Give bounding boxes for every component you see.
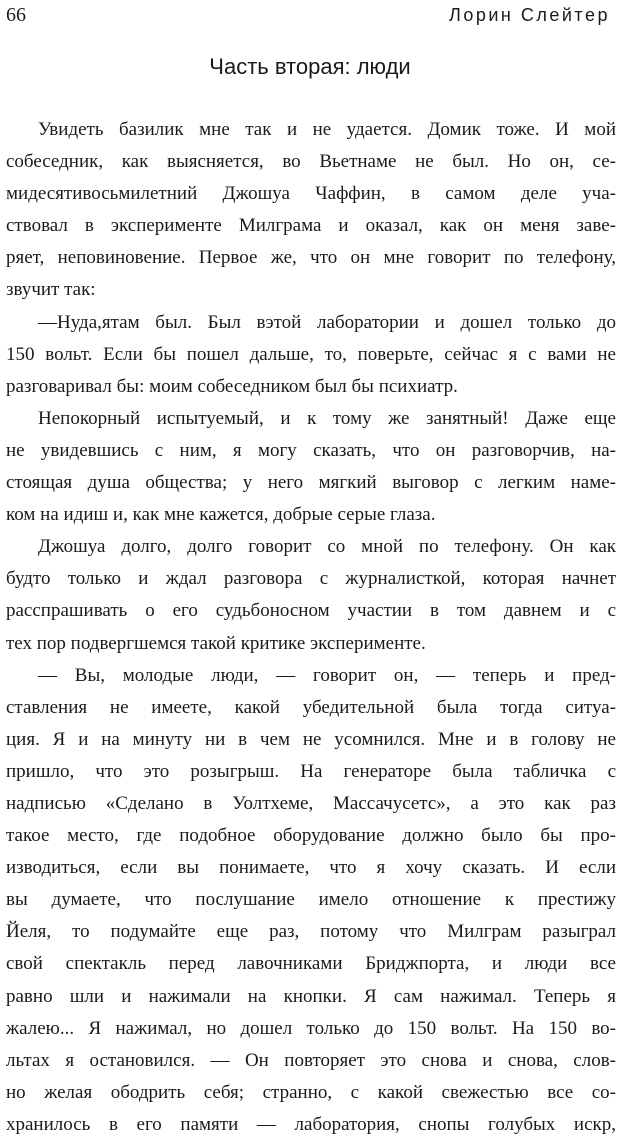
text-line: льтах я остановился. — Он повторяет это снова и снова, слов- <box>6 1049 616 1071</box>
text-line: Непокорный испытуемый, и к тому же занятный! Даже еще <box>38 407 616 429</box>
text-line: хранилось в его памяти — лаборатория, снопы голубых искр, <box>6 1113 616 1135</box>
text-line: Йеля, то подумайте еще раз, потому что Милграм разыграл <box>6 921 616 943</box>
text-line: ставления не имеете, какой убедительной была тогда ситуа- <box>6 696 616 718</box>
text-line: пришло, что это розыгрыш. На генераторе была табличка с <box>6 760 616 782</box>
chapter-title: Часть вторая: люди <box>209 54 411 79</box>
text-line: звучит так: <box>6 279 96 301</box>
text-line: стоящая душа общества; у него мягкий выговор с легким наме- <box>6 472 616 494</box>
text-line: равно шли и нажимали на кнопки. Я сам нажимал. Теперь я <box>6 985 616 1007</box>
text-line: собеседник, как выясняется, во Вьетнаме не был. Но он, се- <box>6 151 616 173</box>
text-line: — Вы, молодые люди, — говорит он, — теперь и пред- <box>38 664 616 686</box>
text-line: свой спектакль перед лавочниками Бриджпорта, и люди все <box>6 953 616 975</box>
text-line: ствовал в эксперименте Милграма и оказал, как он меня заве- <box>6 215 616 237</box>
text-line: будто только и ждал разговора с журналисткой, которая начнет <box>6 568 616 590</box>
text-line: мидесятивосьмилетний Джошуа Чаффин, в самом деле уча- <box>6 183 616 205</box>
text-line: ряет, неповиновение. Первое же, что он мне говорит по телефону, <box>6 247 616 269</box>
text-line: тех пор подвергшемся такой критике эксперименте. <box>6 632 426 654</box>
text-line: такое место, где подобное оборудование должно было бы про- <box>6 825 616 847</box>
page-number: 66 <box>6 4 26 26</box>
text-line: ком на идиш и, как мне кажется, добрые серые глаза. <box>6 504 436 526</box>
text-line: жалею... Я нажимал, но дошел только до 150 вольт. На 150 во- <box>6 1017 616 1039</box>
body-text <box>6 114 616 1141</box>
text-line: —Нуда,ятам был. Был вэтой лаборатории и дошел только до <box>38 311 616 333</box>
text-line: но желая ободрить себя; странно, с какой свежестью все со- <box>6 1081 616 1103</box>
text-line: изводиться, если вы понимаете, что я хочу сказать. И если <box>6 857 616 879</box>
text-line: Увидеть базилик мне так и не удается. Домик тоже. И мой <box>38 119 616 140</box>
text-line: ция. Я и на минуту ни в чем не усомнился. Мне и в голову не <box>6 728 616 750</box>
text-line: расспрашивать о его судьбоносном участии в том давнем и с <box>6 600 616 622</box>
text-line: 150 вольт. Если бы пошел дальше, то, поверьте, сейчас я с вами не <box>6 343 616 365</box>
text-line: надписью «Сделано в Уолтхеме, Массачусетс», а это как раз <box>6 792 616 814</box>
text-line: Джошуа долго, долго говорит со мной по телефону. Он как <box>38 536 616 558</box>
running-head-author: Лорин Слейтер <box>449 5 610 25</box>
text-line: разговаривал бы: моим собеседником был бы психиатр. <box>6 375 458 397</box>
text-line: не увидевшись с ним, я могу сказать, что он разговорчив, на- <box>6 439 616 461</box>
text-line: вы думаете, что послушание имело отношение к престижу <box>6 889 616 911</box>
